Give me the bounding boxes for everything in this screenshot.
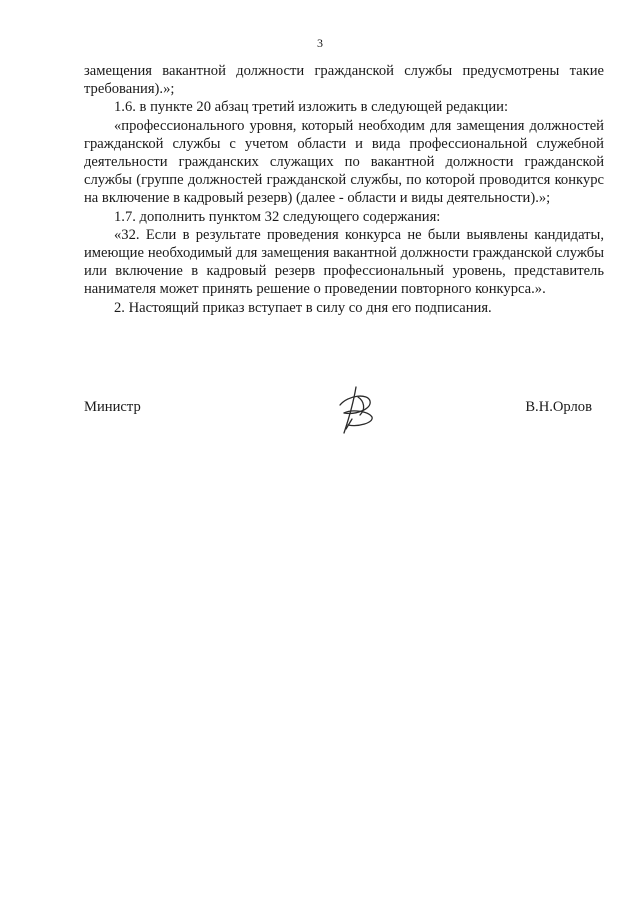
- signatory-name: В.Н.Орлов: [525, 399, 592, 415]
- document-body: [84, 62, 604, 317]
- paragraph-quote-1-7: «32. Если в результате проведения конкурса не были выявлены кандидаты, имеющие необходимый для замещения вакантной должности гражданской службы или включение в кадровый резерв профессиональный уровень, представитель нанимателя может принять решение о проведении повторного конкурса.».: [84, 226, 604, 298]
- signature-block: [84, 399, 592, 459]
- page-number: 3: [317, 36, 323, 50]
- paragraph-item-1-7: 1.7. дополнить пунктом 32 следующего содержания:: [114, 208, 441, 225]
- paragraph-item-2: 2. Настоящий приказ вступает в силу со дня его подписания.: [114, 299, 492, 316]
- handwritten-signature: [334, 385, 378, 437]
- paragraph-continuation: замещения вакантной должности гражданской службы предусмотрены такие требования).»;: [84, 63, 604, 98]
- signatory-position: Министр: [84, 399, 141, 415]
- paragraph-quote-1-6: «профессионального уровня, который необходим для замещения должностей гражданской службы с учетом области и вида профессиональной служебной деятельности гражданских служащих по вакантной должности гражданской службы (группе должностей гражданской службы, по которой проводится конкурс на включение в кадровый резерв) (далее - области и виды деятельности).»;: [84, 117, 604, 207]
- paragraph-item-1-6: 1.6. в пункте 20 абзац третий изложить в следующей редакции:: [114, 99, 509, 116]
